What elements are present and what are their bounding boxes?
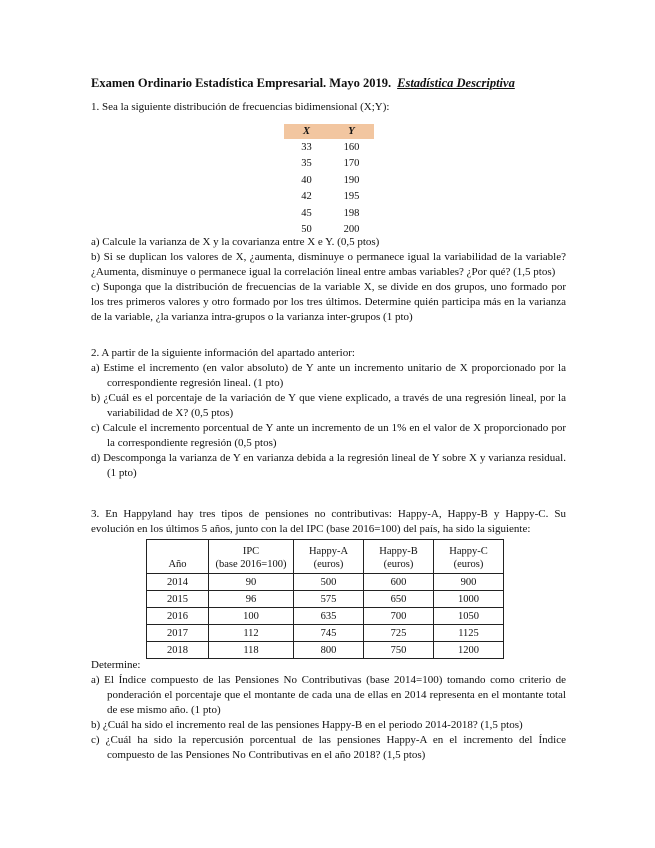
q1-part-a: a) Calcule la varianza de X y la covarianza entre X e Y. (0,5 ptos)	[91, 236, 380, 248]
q2-section	[91, 346, 566, 481]
q1-part-c: c) Suponga que la distribución de frecuencias de la variable X, se divide en dos grupos, uno formado por los tres primeros valores y otro formado por los tres últimos. Determine quién participa más en la varianza de la variable, ¿la varianza intra-grupos o la varianza inter-grupos (1 pto)	[91, 281, 566, 323]
q1-intro: 1. Sea la siguiente distribución de frecuencias bidimensional (X;Y):	[91, 101, 390, 113]
pensions-header-row	[147, 540, 504, 574]
table-row	[284, 205, 374, 222]
header-ipc: IPC (base 2016=100)	[209, 540, 294, 574]
header-happy-a: Happy-A (euros)	[294, 540, 364, 574]
q3-determine: Determine:	[91, 659, 141, 671]
x-value: 35	[301, 158, 312, 170]
q3-part-a: a) El Índice compuesto de las Pensiones No Contributivas (base 2014=100) tomando como criterio de ponderación el porcentaje que el montante de cada una de ellas en 2014 representa en el montante total de ese mismo año. (1 pto)	[91, 674, 566, 716]
q3-parts	[91, 658, 566, 763]
title-subtitle: Estadística Descriptiva	[397, 76, 515, 90]
header-year: Año	[147, 540, 209, 574]
table-row: 2014 90 500 600 900	[147, 574, 504, 591]
q2-part-c: c) Calcule el incremento porcentual de Y ante un incremento de un 1% en el valor de X proporcionado por la correspondiente regresión (0,5 ptos)	[91, 422, 566, 449]
q2-intro: 2. A partir de la siguiente información del apartado anterior:	[91, 347, 355, 359]
table-row: 2015 96 575 650 1000	[147, 591, 504, 608]
q3-intro: 3. En Happyland hay tres tipos de pensiones no contributivas: Happy-A, Happy-B y Happy-C. Su evolución en los últimos 5 años, junto con la del IPC (base 2016=100) del país, ha sido la siguiente:	[91, 508, 566, 535]
y-value: 195	[343, 191, 360, 203]
y-value: 170	[343, 158, 360, 170]
table-row	[284, 189, 374, 206]
x-value: 33	[301, 141, 312, 153]
xy-header-row	[284, 124, 374, 139]
q3-part-b: b) ¿Cuál ha sido el incremento real de las pensiones Happy-B en el periodo 2014-2018? (1,5 ptos)	[91, 719, 523, 731]
table-row	[284, 156, 374, 173]
table-row: 2018 118 800 750 1200	[147, 642, 504, 659]
table-row	[284, 139, 374, 156]
q3-part-c: c) ¿Cuál ha sido la repercusión porcentual de las pensiones Happy-A en el incremento del Índice compuesto de las Pensiones No Contributivas en el año 2018? (1,5 ptos)	[91, 734, 566, 761]
pensions-table	[146, 539, 504, 659]
q2-part-a: a) Estime el incremento (en valor absoluto) de Y ante un incremento unitario de X proporcionado por la correspondiente regresión lineal. (1 pto)	[91, 362, 566, 389]
q1-part-b: b) Si se duplican los valores de X, ¿aumenta, disminuye o permanece igual la variabilidad de la variable? ¿Aumenta, disminuye o permanece igual la correlación lineal entre ambas variables? ¿Por qué? (1,5 ptos)	[91, 251, 566, 278]
x-value: 50	[301, 224, 312, 236]
title-main: Examen Ordinario Estadística Empresarial. Mayo 2019.	[91, 76, 392, 90]
table-row	[284, 172, 374, 189]
y-value: 160	[343, 141, 360, 153]
x-value: 42	[301, 191, 312, 203]
q2-part-d: d) Descomponga la varianza de Y en varianza debida a la regresión lineal de Y sobre X y varianza residual. (1 pto)	[91, 452, 566, 479]
xy-frequency-table	[284, 124, 374, 238]
header-happy-b: Happy-B (euros)	[364, 540, 434, 574]
y-value: 190	[343, 174, 360, 186]
q2-part-b: b) ¿Cuál es el porcentaje de la variación de Y que viene explicado, a través de una regresión lineal, por la variabilidad de X? (0,5 ptos)	[91, 392, 566, 419]
y-value: 198	[343, 207, 360, 219]
x-value: 45	[301, 207, 312, 219]
xy-header-y: Y	[329, 124, 374, 139]
table-row: 2016 100 635 700 1050	[147, 608, 504, 625]
table-row: 2017 112 745 725 1125	[147, 625, 504, 642]
xy-header-x: X	[284, 124, 329, 139]
y-value: 200	[343, 224, 360, 236]
header-happy-c: Happy-C (euros)	[434, 540, 504, 574]
x-value: 40	[301, 174, 312, 186]
q1-parts	[91, 235, 566, 325]
exam-title	[91, 76, 515, 91]
